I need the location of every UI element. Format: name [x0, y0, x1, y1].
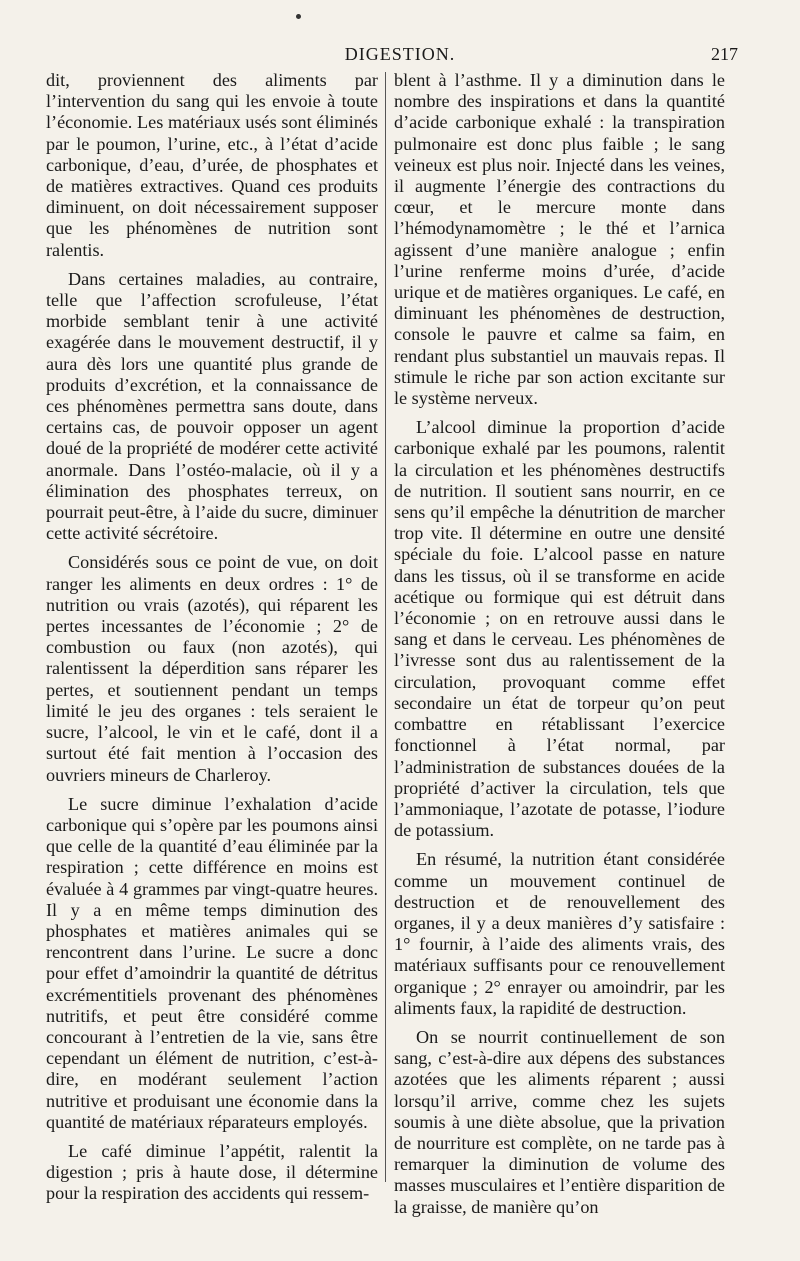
paragraph: blent à l’asthme. Il y a diminution dans le nombre des inspirations et dans la quantité d’acide carbonique exhalé : la transpiration pulmonaire est donc plus faible ; le sang veineux est plus noir. Injecté dans les veines, il augmente l’énergie des contractions du cœur, et le mercure monte dans l’hémodynamomètre ; le thé et l’arnica agissent d’une manière analogue ; enfin l’urine renferme moins d’urée, d’acide urique et de matières organiques. Le café, en diminuant les phénomènes de destruction, console le pauvre et calme sa faim, en rendant plus substantiel un mauvais repas. Il stimule le riche par son action excitante sur le système nerveux.: [394, 70, 725, 409]
paragraph: Le sucre diminue l’exhalation d’acide carbonique qui s’opère par les poumons ainsi que celle de la quantité d’eau éliminée par la respiration ; cette différence en moins est évaluée à 4 grammes par vingt-quatre heures. Il y a en même temps diminution des phosphates et matières animales qui se rencontrent dans l’urine. Le sucre a donc pour effet d’amoindrir la quantité de détritus excrémentitiels provenant des phénomènes nutritifs, et peut être considéré comme concourant à l’entretien de la vie, sans être cependant un élément de nutrition, c’est-à-dire, en modérant seulement l’action nutritive et produisant une économie dans la quantité de matériaux réparateurs employés.: [46, 793, 378, 1132]
paragraph: dit, proviennent des aliments par l’intervention du sang qui les envoie à toute l’économie. Les matériaux usés sont éliminés par le poumon, l’urine, etc., à l’état d’acide carbonique, d’eau, d’urée, de phosphates et de matières extractives. Quand ces produits diminuent, on doit nécessairement supposer que les phénomènes de nutrition sont ralentis.: [46, 70, 378, 260]
column-divider: [385, 72, 386, 1182]
paragraph: L’alcool diminue la proportion d’acide carbonique exhalé par les poumons, ralentit la circulation et les phénomènes destructifs de nutrition. Il soutient sans nourrir, en ce sens qu’il empêche la dénutrition de marcher trop vite. Il détermine en outre une densité spéciale du foie. L’alcool passe en nature dans les tissus, où il se transforme en acide acétique ou formique qui est détruit dans l’économie ; on en retrouve aussi dans le sang et dans le cerveau. Les phénomènes de l’ivresse sont dus au ralentissement de la circulation, provoquant comme effet secondaire un état de torpeur qu’on peut combattre en rétablissant l’exercice fonctionnel à l’état normal, par l’administration de substances douées de la propriété d’activer la circulation, tels que l’ammoniaque, l’azotate de potasse, l’iodure de potassium.: [394, 417, 725, 841]
left-column: [46, 70, 378, 1213]
paragraph: On se nourrit continuellement de son sang, c’est-à-dire aux dépens des substances azotées que les aliments réparent ; aussi lorsqu’il arrive, comme chez les sujets soumis à une diète absolue, que la privation de nourriture est complète, on ne tarde pas à remarquer la diminution de volume des masses musculaires et l’entière disparition de la graisse, de manière qu’on: [394, 1026, 725, 1217]
page-header: [0, 44, 800, 68]
ink-dot: [296, 14, 301, 19]
page-number: 217: [711, 44, 738, 64]
paragraph: Considérés sous ce point de vue, on doit ranger les aliments en deux ordres : 1° de nutrition ou vrais (azotés), qui réparent les pertes incessantes de l’économie ; 2° de combustion ou faux (non azotés), qui ralentissent la déperdition sans réparer les pertes, et soutiennent pendant un temps limité le jeu des organes : tels seraient le sucre, l’alcool, le vin et le café, dont il a surtout été fait mention à l’occasion des ouvriers mineurs de Charleroy.: [46, 552, 378, 785]
paragraph: Dans certaines maladies, au contraire, telle que l’affection scrofuleuse, l’état morbide semblant tenir à une activité exagérée dans le mouvement destructif, il y aura dès lors une quantité plus grande de produits d’excrétion, et la connaissance de ces phénomènes permettra sans doute, dans certains cas, de pouvoir opposer un agent doué de la propriété de modérer cette activité anormale. Dans l’ostéo-malacie, où il y a élimination des phosphates terreux, on pourrait peut-être, à l’aide du sucre, diminuer cette activité sécrétoire.: [46, 268, 378, 544]
running-title: DIGESTION.: [344, 44, 456, 64]
paragraph: En résumé, la nutrition étant considérée comme un mouvement continuel de destruction et de renouvellement des organes, il y a deux manières d’y satisfaire : 1° fournir, à l’aide des aliments vrais, des matériaux suffisants pour ce renouvellement organique ; 2° enrayer ou amoindrir, par les aliments faux, la rapidité de destruction.: [394, 849, 725, 1018]
right-column: [394, 70, 725, 1226]
paragraph: Le café diminue l’appétit, ralentit la digestion ; pris à haute dose, il détermine pour la respiration des accidents qui ressem-: [46, 1140, 378, 1204]
